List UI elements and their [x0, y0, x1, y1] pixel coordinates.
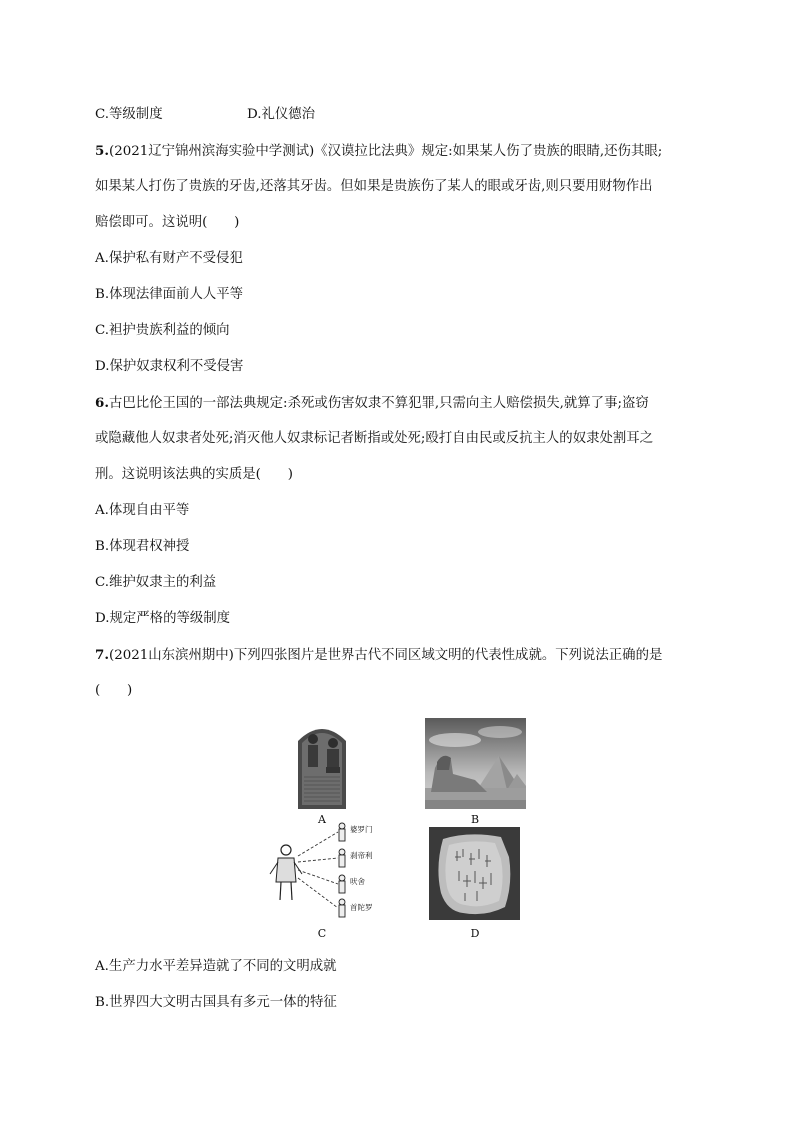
q6-text-1: 古巴比伦王国的一部法典规定:杀死或伤害奴隶不算犯罪,只需向主人赔偿损失,就算了事;盗窃: [108, 396, 649, 411]
q7-number: 7.: [95, 647, 109, 663]
q5-number: 5.: [95, 143, 109, 159]
figure-caption-b: B: [470, 813, 480, 826]
q6-number: 6.: [95, 395, 109, 411]
q7-stem-line-2: ( ): [95, 683, 133, 698]
q5-option-d: D.保护奴隶权利不受侵害: [95, 359, 244, 374]
sphinx-pyramids-image: [425, 718, 526, 809]
q6-stem-line-1: [95, 393, 649, 414]
q7-stem-line-1: [95, 645, 662, 666]
q4-option-d: D.礼仪德治: [247, 107, 316, 122]
q5-stem-line-2: 如果某人打伤了贵族的牙齿,还落其牙齿。但如果是贵族伤了某人的眼或牙齿,则只要用财物作出: [95, 179, 653, 194]
q5-text-1: (2021辽宁锦州滨海实验中学测试)《汉谟拉比法典》规定:如果某人伤了贵族的眼睛,还伤其眼;: [108, 144, 663, 159]
figure-caption-c: C: [317, 927, 327, 940]
hammurabi-stele-image: [276, 719, 368, 809]
q7-option-b: B.世界四大文明古国具有多元一体的特征: [95, 995, 337, 1010]
q7-option-a: A.生产力水平差异造就了不同的文明成就: [95, 959, 337, 974]
figure-caption-d: D: [470, 927, 480, 940]
q5-option-c: C.袒护贵族利益的倾向: [95, 323, 230, 338]
q5-option-b: B.体现法律面前人人平等: [95, 287, 244, 302]
caste-label-shudra: 首陀罗: [350, 903, 373, 912]
q6-option-a: A.体现自由平等: [95, 503, 190, 518]
q7-text-1: (2021山东滨州期中)下列四张图片是世界古代不同区域文明的代表性成就。下列说法正确的是: [108, 648, 663, 663]
q6-stem-line-2: 或隐藏他人奴隶者处死;消灭他人奴隶标记者断指或处死;殴打自由民或反抗主人的奴隶处割耳之: [95, 431, 654, 446]
q6-option-b: B.体现君权神授: [95, 539, 190, 554]
q5-stem-line-1: [95, 141, 662, 162]
figure-caption-a: A: [318, 813, 326, 826]
q5-option-a: A.保护私有财产不受侵犯: [95, 251, 243, 266]
oracle-bone-image: [429, 827, 520, 920]
caste-label-kshatriya: 刹帝利: [350, 851, 373, 860]
q6-option-d: D.规定严格的等级制度: [95, 611, 231, 626]
caste-label-vaishya: 吠舍: [350, 877, 365, 886]
q6-stem-line-3: 刑。这说明该法典的实质是( ): [95, 467, 293, 482]
q6-option-c: C.维护奴隶主的利益: [95, 575, 217, 590]
q4-option-c: C.等级制度: [95, 107, 163, 122]
caste-label-brahmin: 婆罗门: [350, 825, 373, 834]
q5-stem-line-3: 赔偿即可。这说明( ): [95, 215, 240, 230]
